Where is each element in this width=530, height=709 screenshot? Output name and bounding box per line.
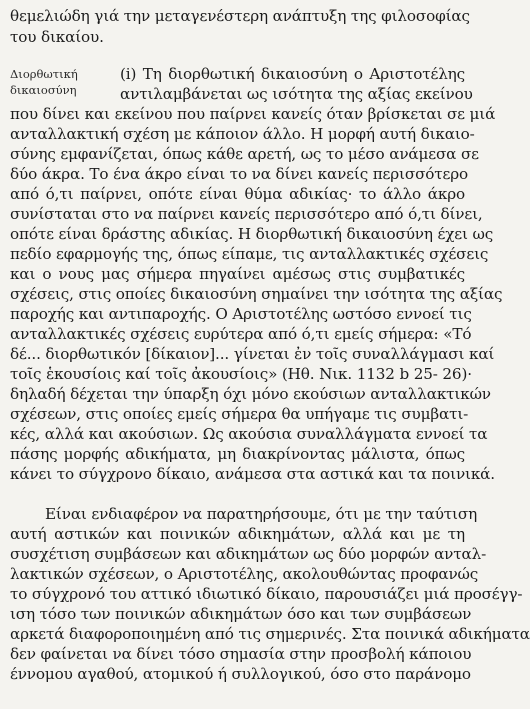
text-line: από ό,τι παίρνει, οπότε είναι θύμα αδικίας· το άλλο άκρο	[10, 185, 465, 203]
text-line: τοῖς ἑκουσίοις καί τοῖς ἀκουσίοις» (Ηθ. Νικ. 1132 b 25- 26)·	[10, 365, 472, 383]
margin-note-line-2: δικαιοσύνη	[10, 83, 77, 97]
text-line: σχέσεων, στις οποίες εμείς σήμερα θα υπήγαμε τις συμβατι-	[10, 405, 469, 423]
text-line: πεδίο εφαρμογής της, όπως είπαμε, τις ανταλλακτικές σχέσεις	[10, 245, 489, 263]
text-line: που δίνει και εκείνου που παίρνει κανείς όταν βρίσκεται σε μιά	[10, 105, 496, 123]
margin-note-line-1: Διορθωτική	[10, 67, 78, 81]
text-line: αντιλαμβάνεται ως ισότητα της αξίας εκείνου	[120, 85, 473, 103]
text-line: δηλαδή δέχεται την ύπαρξη όχι μόνο εκούσιων ανταλλακτικών	[10, 385, 491, 403]
text-line: λακτικών σχέσεων, ο Αριστοτέλης, ακολουθώντας προφανώς	[10, 565, 479, 583]
text-line: πάσης μορφής αδικήματα, μη διακρίνοντας μάλιστα, όπως	[10, 445, 465, 463]
text-line: Είναι ενδιαφέρον να παρατηρήσουμε, ότι με την ταύτιση	[45, 505, 478, 523]
text-line: το σύγχρονό του αττικό ιδιωτικό δίκαιο, παρουσιάζει μιά προσέγγ-	[10, 585, 523, 603]
text-line: συνίσταται στο να παίρνει κανείς περισσότερο από ό,τι δίνει,	[10, 205, 483, 223]
text-line: του δικαίου.	[10, 28, 104, 46]
text-line: κές, αλλά και ακούσιων. Ως ακούσια συναλλάγματα εννοεί τα	[10, 425, 488, 443]
text-line: αρκετά διαφοροποιημένη από τις σημερινές. Στα ποινικά αδικήματα	[10, 625, 530, 643]
text-line: σχέσεις, στις οποίες δικαιοσύνη σημαίνει την ισότητα της αξίας	[10, 285, 503, 303]
text-line: οπότε είναι δράστης αδικίας. Η διορθωτική δικαιοσύνη έχει ως	[10, 225, 494, 243]
text-line: ανταλλακτικές σχέσεις ευρύτερα από ό,τι εμείς σήμερα: «Τό	[10, 325, 472, 343]
text-line: ανταλλακτική σχέση με κάποιον άλλο. Η μορφή αυτή δικαιο-	[10, 125, 475, 143]
text-line: αυτή αστικών και ποινικών αδικημάτων, αλλά και με τη	[10, 525, 465, 543]
text-line: δύο άκρα. Το ένα άκρο είναι το να δίνει κανείς περισσότερο	[10, 165, 469, 183]
text-line: κάνει το σύγχρονο δίκαιο, ανάμεσα στα αστικά και τα ποινικά.	[10, 465, 495, 483]
text-line: ιση τόσο των ποινικών αδικημάτων όσο και των συμβάσεων	[10, 605, 472, 623]
text-line: παροχής και αντιπαροχής. Ο Αριστοτέλης ωστόσο εννοεί τις	[10, 305, 472, 323]
text-line: δεν φαίνεται να δίνει τόσο σημασία στην προσβολή κάποιου	[10, 645, 472, 663]
text-line: συσχέτιση συμβάσεων και αδικημάτων ως δύο μορφών ανταλ-	[10, 545, 487, 563]
text-line: σύνης εμφανίζεται, όπως κάθε αρετή, ως το μέσο ανάμεσα σε	[10, 145, 479, 163]
text-line: (i) Τη διορθωτική δικαιοσύνη ο Αριστοτέλης	[120, 65, 465, 83]
text-line: έννομου αγαθού, ατομικού ή συλλογικού, όσο στο παράνομο	[10, 665, 471, 683]
text-line: και ο νους μας σήμερα πηγαίνει αμέσως στις συμβατικές	[10, 265, 465, 283]
text-line: δέ... διορθωτικόν [δίκαιον]... γίνεται ἐν τοῖς συναλλάγμασι καί	[10, 345, 495, 363]
text-line: θεμελιώδη γιά την μεταγενέστερη ανάπτυξη της φιλοσοφίας	[10, 7, 470, 25]
